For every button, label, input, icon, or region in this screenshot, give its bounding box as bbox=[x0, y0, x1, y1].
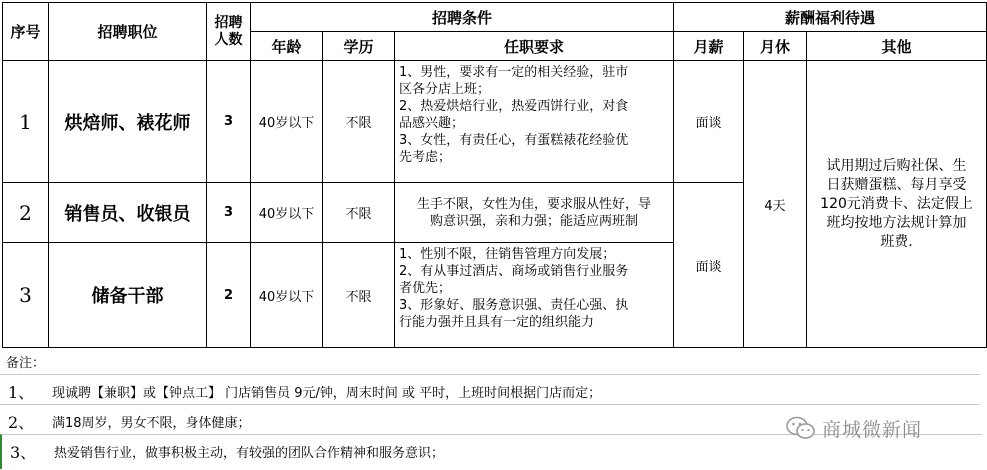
requirement-line: 生手不限，女性为佳，要求服从性好，导 bbox=[417, 196, 652, 212]
header-other: 其他 bbox=[807, 32, 987, 61]
header-position: 招聘职位 bbox=[49, 3, 207, 61]
row-requirements bbox=[395, 61, 674, 183]
other-line: 班均按地方法规计算加 bbox=[826, 214, 967, 231]
note-row bbox=[0, 374, 980, 405]
header-requirements: 任职要求 bbox=[395, 32, 674, 61]
requirement-line: 品感兴趣； bbox=[399, 116, 465, 131]
row-education: 不限 bbox=[323, 61, 395, 183]
other-line: 班费. bbox=[880, 233, 913, 250]
requirement-line: 者优先； bbox=[399, 281, 452, 296]
requirement-line: 1、性别不限，往销售管理方向发展； bbox=[399, 247, 616, 262]
salary-cell-bottom: 面谈 bbox=[674, 183, 744, 348]
note-number: 3、 bbox=[10, 443, 37, 462]
notes-label: 备注： bbox=[6, 356, 46, 371]
watermark-text: 商城微新闻 bbox=[822, 418, 923, 441]
table-row bbox=[3, 61, 987, 183]
row-position: 销售员、收银员 bbox=[49, 183, 207, 243]
header-salary: 月薪 bbox=[674, 32, 744, 61]
row-education: 不限 bbox=[323, 243, 395, 348]
other-line: 试用期过后购社保、生 bbox=[826, 157, 967, 174]
recruitment-table bbox=[2, 2, 987, 348]
header-count-line2: 人数 bbox=[214, 31, 243, 48]
header-benefits: 薪酬福利待遇 bbox=[674, 3, 987, 32]
row-age: 40岁以下 bbox=[251, 243, 323, 348]
requirement-line: 区各分店上班； bbox=[399, 82, 491, 97]
requirement-line: 行能力强并且具有一定的组织能力 bbox=[399, 315, 595, 330]
note-text: 现诚聘【兼职】或【钟点工】 门店销售员 9元/钟，周末时间 或 平时，上班时间根据门店而定； bbox=[52, 386, 602, 401]
row-age: 40岁以下 bbox=[251, 183, 323, 243]
requirement-line: 2、热爱烘焙行业，热爱西饼行业，对食 bbox=[399, 99, 629, 114]
row-education: 不限 bbox=[323, 183, 395, 243]
row-requirements bbox=[395, 183, 674, 243]
row-requirements bbox=[395, 243, 674, 348]
row-count: 3 bbox=[207, 61, 251, 183]
row-count: 3 bbox=[207, 183, 251, 243]
salary-cell-top: 面谈 bbox=[674, 61, 744, 183]
requirement-line: 2、有从事过酒店、商场或销售行业服务 bbox=[399, 264, 629, 279]
row-seq: 3 bbox=[3, 243, 49, 348]
row-position: 储备干部 bbox=[49, 243, 207, 348]
note-text: 满18周岁，男女不限，身体健康； bbox=[52, 416, 251, 431]
requirement-line: 3、女性，有责任心，有蛋糕裱花经验优 bbox=[399, 133, 629, 148]
other-line: 日获赠蛋糕、每月享受 bbox=[826, 176, 967, 193]
watermark bbox=[786, 414, 922, 442]
other-line: 120元消费卡、法定假上 bbox=[820, 195, 973, 212]
requirement-line: 1、男性，要求有一定的相关经验，驻市 bbox=[399, 65, 629, 80]
header-age: 年龄 bbox=[251, 32, 323, 61]
row-seq: 1 bbox=[3, 61, 49, 183]
other-benefits-cell bbox=[807, 61, 987, 348]
notes-section bbox=[0, 350, 987, 470]
requirement-line: 先考虑； bbox=[399, 150, 452, 165]
header-conditions: 招聘条件 bbox=[251, 3, 674, 32]
requirement-line: 购意识强，亲和力强；能适应两班制 bbox=[430, 213, 639, 229]
row-age: 40岁以下 bbox=[251, 61, 323, 183]
header-rest: 月休 bbox=[744, 32, 807, 61]
note-number: 1、 bbox=[8, 383, 35, 402]
header-seq: 序号 bbox=[3, 3, 49, 61]
header-count bbox=[207, 3, 251, 61]
wechat-icon bbox=[786, 415, 816, 441]
header-education: 学历 bbox=[323, 32, 395, 61]
header-count-line1: 招聘 bbox=[214, 14, 243, 31]
requirement-line: 3、形象好、服务意识强、责任心强、执 bbox=[399, 298, 629, 313]
row-position: 烘焙师、裱花师 bbox=[49, 61, 207, 183]
rest-cell: 4天 bbox=[744, 61, 807, 348]
note-text: 热爱销售行业，做事积极主动，有较强的团队合作精神和服务意识； bbox=[54, 446, 445, 461]
note-number: 2、 bbox=[8, 413, 35, 432]
row-count: 2 bbox=[207, 243, 251, 348]
row-seq: 2 bbox=[3, 183, 49, 243]
